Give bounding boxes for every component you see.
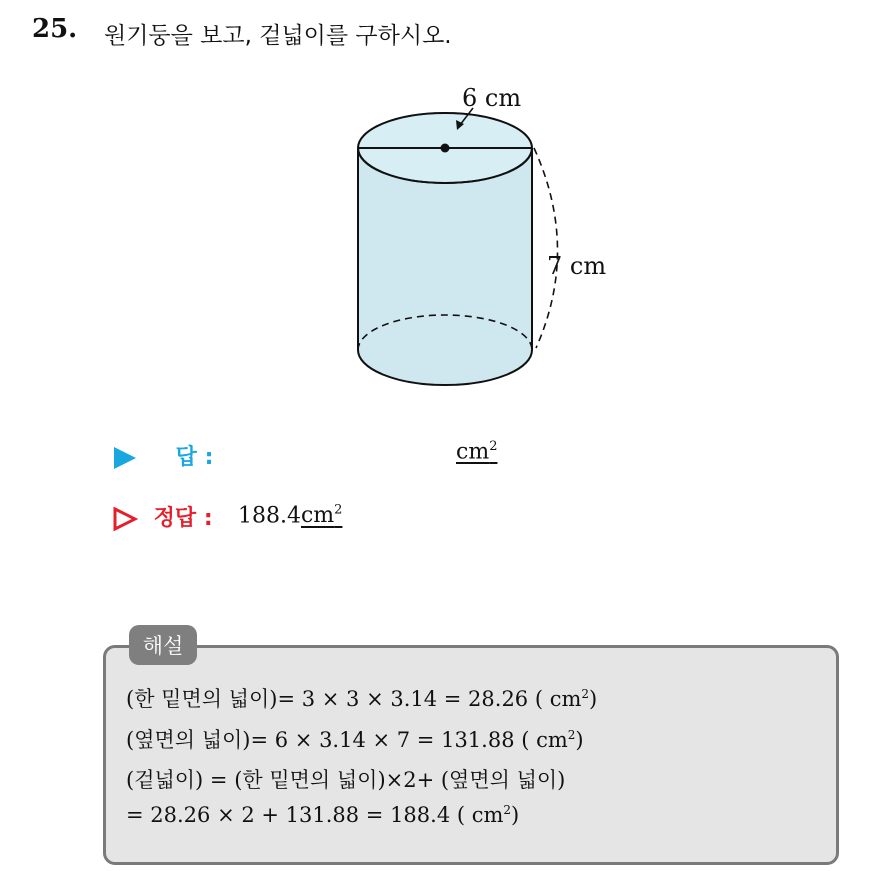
explanation-line-2-exp: 2 bbox=[567, 728, 576, 742]
cylinder-figure bbox=[340, 80, 640, 400]
answer-unit-exp: 2 bbox=[489, 439, 498, 454]
play-arrow-icon bbox=[112, 445, 138, 471]
explanation-line-4 bbox=[126, 803, 519, 827]
outline-arrow-icon bbox=[112, 506, 138, 532]
explanation-line-2-tail: ) bbox=[575, 728, 584, 752]
explanation-line-1-exp: 2 bbox=[581, 687, 590, 701]
explanation-line-1-text: (한 밑면의 넓이)= 3 × 3 × 3.14 = 28.26 ( cm bbox=[126, 687, 582, 711]
diameter-label: 6 cm bbox=[462, 84, 522, 112]
explanation-line-3-text: (겉넓이) = (한 밑면의 넓이)×2+ (옆면의 넓이) bbox=[126, 768, 566, 792]
answer-unit bbox=[456, 439, 497, 464]
correct-value bbox=[238, 503, 342, 528]
center-dot bbox=[441, 144, 450, 153]
correct-row bbox=[112, 501, 213, 532]
explanation-line-3 bbox=[126, 764, 565, 794]
explanation-tag: 해설 bbox=[129, 625, 197, 665]
question-number: 25. bbox=[32, 14, 78, 44]
explanation-line-2-text: (옆면의 넓이)= 6 × 3.14 × 7 = 131.88 ( cm bbox=[126, 728, 568, 752]
question-text: 원기둥을 보고, 겉넓이를 구하시오. bbox=[104, 23, 452, 49]
correct-label: 정답 : bbox=[153, 506, 213, 531]
height-label: 7 cm bbox=[547, 252, 607, 280]
answer-row bbox=[112, 440, 213, 471]
height-arc bbox=[534, 148, 558, 348]
explanation-line-4-exp: 2 bbox=[503, 803, 512, 817]
correct-number: 188.4 bbox=[238, 503, 301, 529]
explanation-line-4-tail: ) bbox=[511, 803, 520, 827]
explanation-line-1-tail: ) bbox=[589, 687, 598, 711]
explanation-line-4-text: = 28.26 × 2 + 131.88 = 188.4 ( cm bbox=[126, 803, 504, 827]
answer-unit-base: cm bbox=[456, 439, 490, 465]
explanation-line-2 bbox=[126, 724, 584, 754]
answer-label: 답 : bbox=[175, 445, 214, 470]
explanation-line-1 bbox=[126, 683, 597, 713]
explanation-box bbox=[103, 645, 839, 865]
correct-unit-base: cm bbox=[300, 503, 335, 529]
correct-unit-exp: 2 bbox=[334, 503, 343, 518]
